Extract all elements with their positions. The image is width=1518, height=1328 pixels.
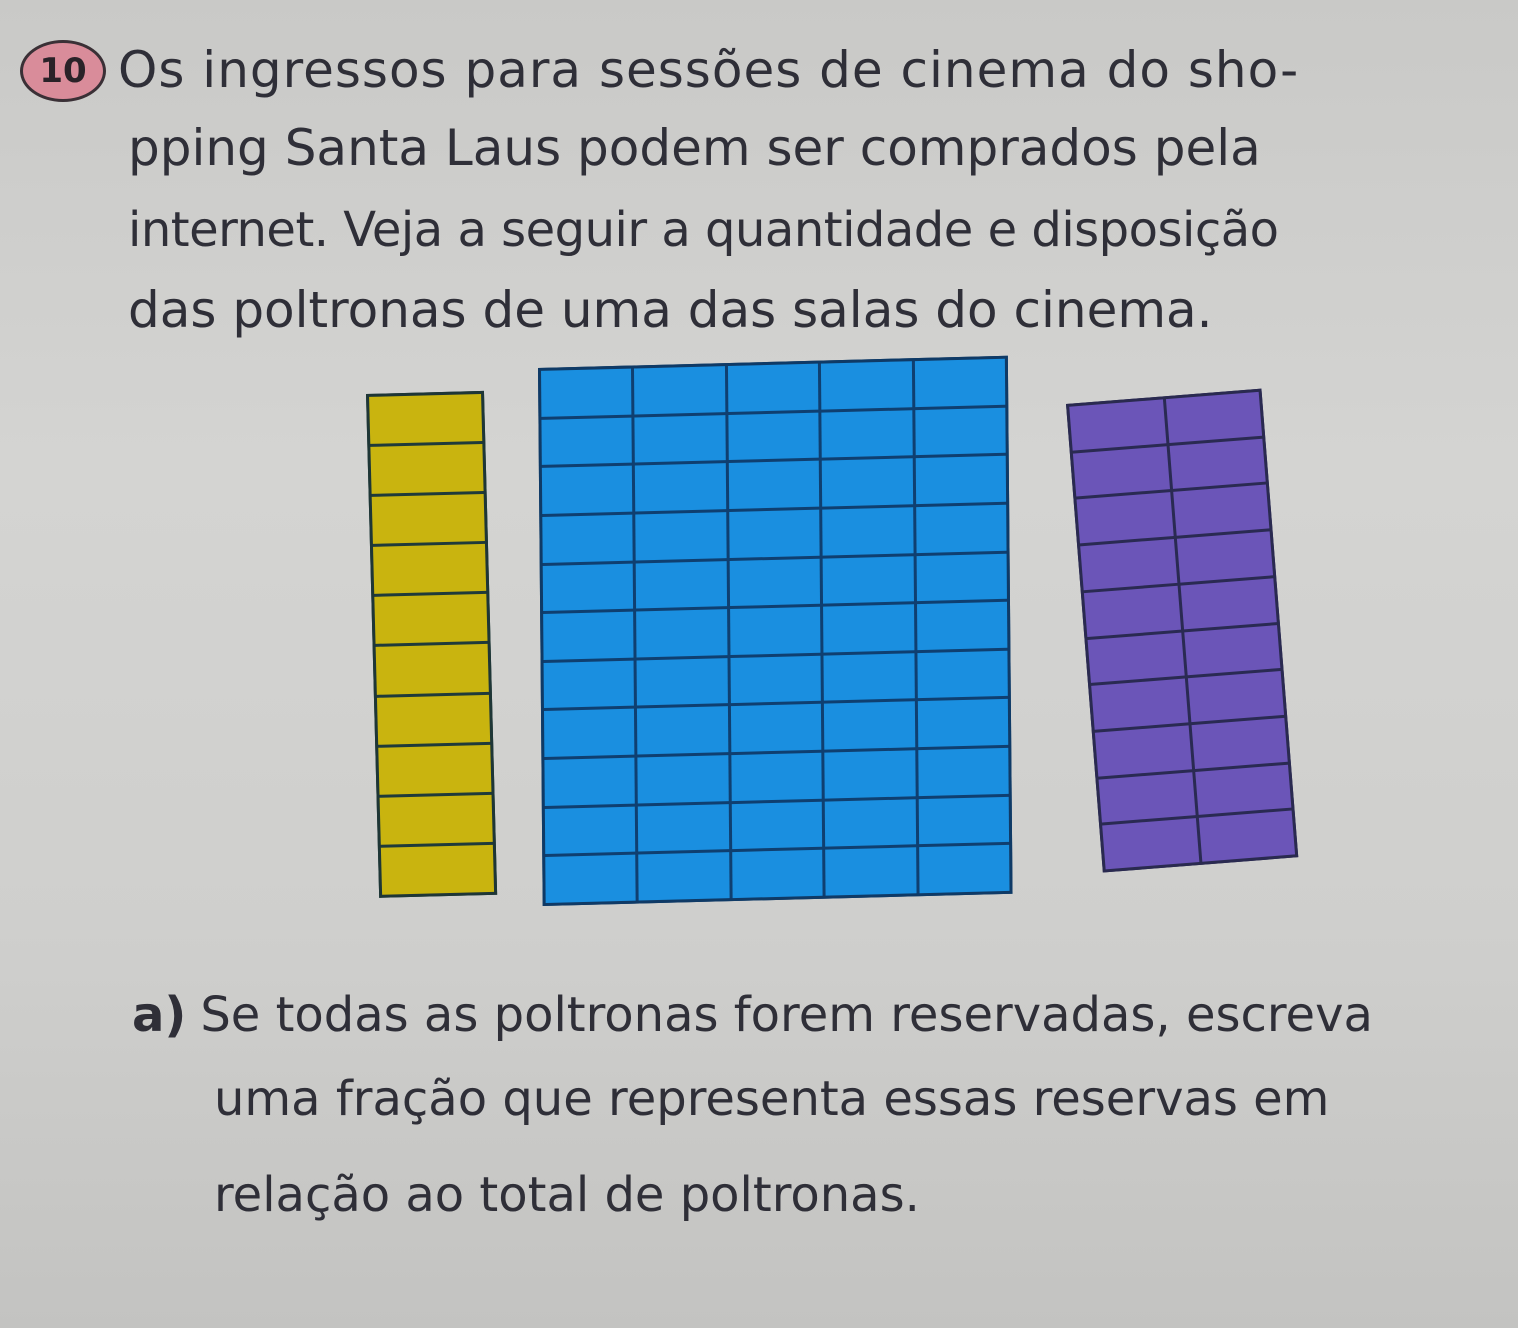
seat <box>544 709 635 757</box>
seat <box>731 753 822 801</box>
question-stem-line-1: Os ingressos para sessões de cinema do sho- <box>118 41 1300 99</box>
seat <box>822 458 913 506</box>
seat <box>374 594 487 644</box>
seat <box>542 514 633 562</box>
question-stem-line-3: internet. Veja a seguir a quantidade e disposição <box>128 202 1279 258</box>
seat <box>1102 818 1199 869</box>
seat <box>730 607 821 655</box>
seat <box>918 748 1009 796</box>
seat <box>541 417 632 465</box>
seat <box>372 494 485 544</box>
seat <box>1187 671 1284 722</box>
seat <box>728 364 819 412</box>
seat <box>1195 764 1292 815</box>
seat <box>916 505 1007 553</box>
seat <box>1077 493 1174 544</box>
seat <box>636 512 727 560</box>
seat <box>732 850 823 898</box>
seat <box>1184 625 1281 676</box>
item-a-line-2: uma fração que representa essas reservas em <box>214 1071 1330 1127</box>
seat-block-yellow <box>366 391 497 898</box>
seat <box>917 651 1008 699</box>
seat <box>369 394 482 444</box>
seat <box>635 463 726 511</box>
seat <box>729 558 820 606</box>
seat <box>729 510 820 558</box>
seat <box>636 561 727 609</box>
seat <box>729 461 820 509</box>
seat <box>543 563 634 611</box>
seat <box>1073 446 1170 497</box>
seat <box>1099 772 1196 823</box>
seat <box>822 507 913 555</box>
seat <box>825 750 916 798</box>
seat <box>1191 718 1288 769</box>
seat <box>825 799 916 847</box>
question-stem-line-4: das poltronas de uma das salas do cinema. <box>128 281 1213 339</box>
seat <box>373 544 486 594</box>
seat <box>1080 539 1177 590</box>
seat <box>638 804 729 852</box>
seat <box>915 456 1006 504</box>
seat <box>821 361 912 409</box>
seat <box>917 699 1008 747</box>
seat <box>545 806 636 854</box>
seat <box>543 612 634 660</box>
seat <box>381 845 494 895</box>
seat <box>376 644 489 694</box>
item-a-line-3: relação ao total de poltronas. <box>214 1167 920 1223</box>
question-stem-line-2: pping Santa Laus podem ser comprados pela <box>128 119 1261 177</box>
seat <box>635 415 726 463</box>
seat <box>1165 392 1262 443</box>
seat <box>1088 632 1185 683</box>
seat <box>918 797 1009 845</box>
seat <box>1095 725 1192 776</box>
seat <box>542 466 633 514</box>
seat <box>730 656 821 704</box>
seat <box>823 556 914 604</box>
seat <box>824 702 915 750</box>
seat <box>919 845 1010 893</box>
seat <box>728 412 819 460</box>
seat <box>824 653 915 701</box>
seat <box>1069 399 1166 450</box>
seat-block-purple <box>1066 389 1298 873</box>
seat <box>638 755 729 803</box>
seat <box>544 660 635 708</box>
seat <box>377 694 490 744</box>
question-number-badge <box>20 40 106 102</box>
seat <box>731 704 822 752</box>
seat <box>1091 679 1188 730</box>
seat <box>915 407 1006 455</box>
seat <box>1198 811 1295 862</box>
seat <box>1180 578 1277 629</box>
seat <box>732 801 823 849</box>
seat <box>1084 586 1181 637</box>
seat <box>380 795 493 845</box>
seat <box>914 359 1005 407</box>
seat <box>1169 438 1266 489</box>
seat <box>544 758 635 806</box>
seat-block-blue <box>538 356 1013 906</box>
seat <box>637 609 728 657</box>
seat <box>370 444 483 494</box>
question-number: 10 <box>39 51 87 91</box>
item-a-line-1 <box>132 980 1373 1050</box>
seat <box>916 553 1007 601</box>
item-a-label: a) <box>132 987 187 1043</box>
seat <box>639 853 730 901</box>
seat <box>825 848 916 896</box>
seat <box>378 745 491 795</box>
seat <box>637 707 728 755</box>
seat <box>823 604 914 652</box>
seat <box>634 366 725 414</box>
seat <box>822 410 913 458</box>
seat <box>1173 485 1270 536</box>
seat <box>545 855 636 903</box>
item-a-text-1: Se todas as poltronas forem reservadas, escreva <box>200 987 1373 1043</box>
seat <box>917 602 1008 650</box>
seat <box>1176 532 1273 583</box>
seat <box>637 658 728 706</box>
seat <box>541 369 632 417</box>
